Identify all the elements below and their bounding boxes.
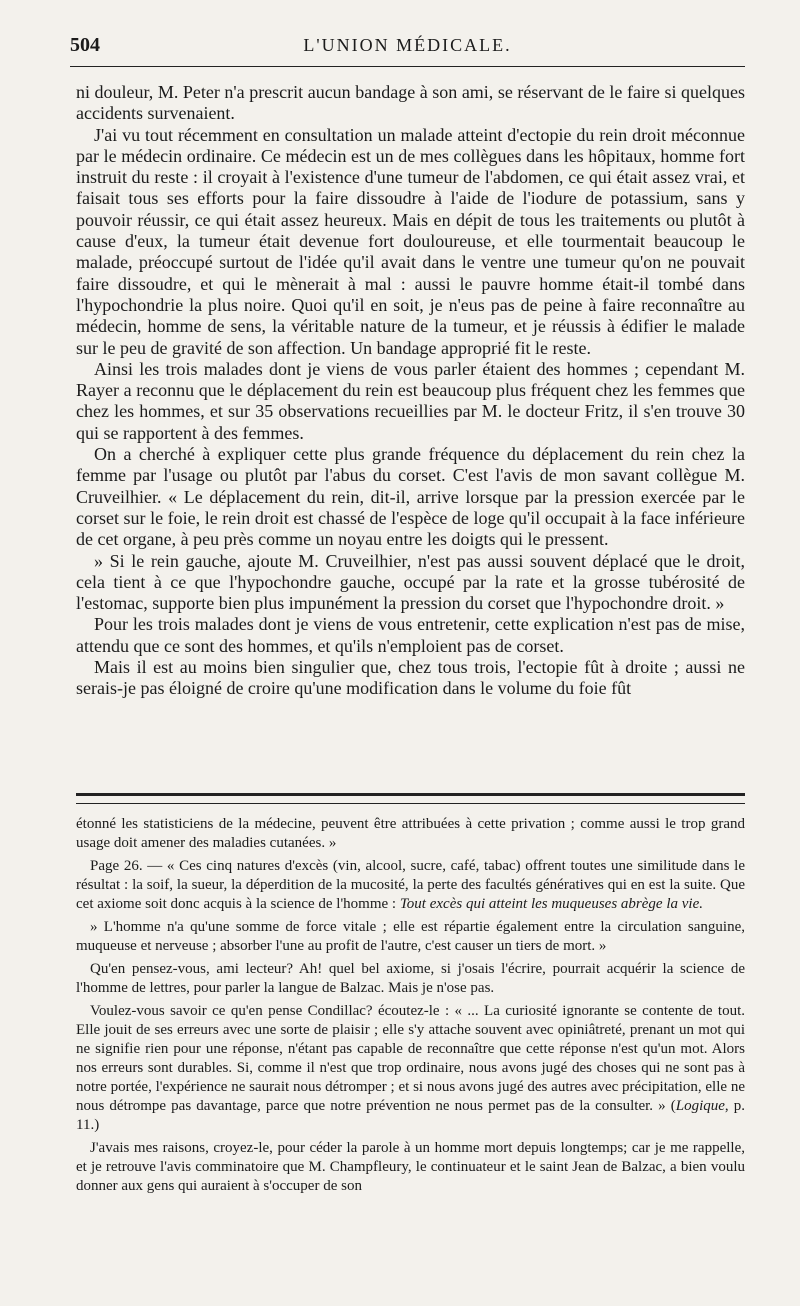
note-paragraph: » L'homme n'a qu'une somme de force vitale ; elle est répartie également entre la circulation sanguine, muqueuse et nerveuse ; absorber l'une au profit de l'autre, c'est causer un tiers de mort. »	[76, 919, 745, 954]
notes-separator	[76, 793, 745, 804]
paragraph: ni douleur, M. Peter n'a prescrit aucun bandage à son ami, se réservant de le faire si quelques accidents survenaient.	[76, 82, 745, 124]
paragraph: Pour les trois malades dont je viens de vous entretenir, cette explication n'est pas de mise, attendu que ce sont des hommes, et qu'ils n'emploient pas de corset.	[76, 614, 745, 656]
note-paragraph: Page 26. — « Ces cinq natures d'excès (vin, alcool, sucre, café, tabac) offrent toutes une similitude dans le résultat : la soif, la sueur, la déperdition de la mucosité, la perte des facultés génératives qui en est la suite. Que cet axiome soit donc acquis à la science de l'homme : Tout excès qui atteint les muqueuses abrège la vie.	[76, 858, 745, 912]
note-paragraph: étonné les statisticiens de la médecine, peuvent être attribuées à cette privation ; comme aussi le trop grand usage doit amener des maladies cutanées. »	[76, 816, 745, 851]
page-number: 504	[70, 34, 100, 56]
note-paragraph: Voulez-vous savoir ce qu'en pense Condillac? écoutez-le : « ... La curiosité ignorante se contente de tout. Elle jouit de ses erreurs avec une sorte de plaisir ; elle s'y attache souvent avec opiniâtreté, prenant un mot qui ne signifie rien pour une réponse, n'étant pas capable de reconnaître que cette réponse n'est qu'un mot. Alors nos erreurs sont durables. Si, comme il n'est que trop ordinaire, nous avons jugé des choses qui ne sont pas à notre portée, l'expérience ne saurait nous détromper ; et si nous avons jugé des autres avec précipitation, elle ne nous détrompe pas davantage, parce que notre prévention ne nous permet pas de la consulter. » (Logique, p. 11.)	[76, 1003, 746, 1133]
main-text	[76, 82, 745, 700]
paragraph: J'ai vu tout récemment en consultation un malade atteint d'ectopie du rein droit méconnue par le médecin ordinaire. Ce médecin est un de mes collègues dans les hôpitaux, homme fort instruit du reste : il croyait à l'existence d'une tumeur de l'abdomen, ce qui était assez vrai, et faisait tous ses efforts pour la faire dissoudre à l'aide de l'iodure de potassium, sans y pouvoir réussir, ce qui était assez heureux. Mais en dépit de tous les traitements ou plutôt à cause d'eux, la tumeur était devenue fort douloureuse, et elle tourmentait beaucoup le malade, préoccupé surtout de l'idée qu'il avait dans le ventre une tumeur qu'on ne pouvait faire dissoudre, et qui le mènerait à mal : aussi le pauvre homme était-il tombé dans l'hypochondrie la plus noire. Quoi qu'il en soit, je n'eus pas de peine à faire reconnaître au médecin, homme de sens, la véritable nature de la tumeur, et je réussis à édifier le malade sur le peu de gravité de son affection. Un bandage approprié fit le reste.	[76, 124, 745, 358]
running-title: L'UNION MÉDICALE.	[303, 35, 512, 55]
paragraph: On a cherché à expliquer cette plus grande fréquence du déplacement du rein chez la femme par l'usage ou plutôt par l'abus du corset. C'est l'avis de mon savant collègue M. Cruveilhier. « Le déplacement du rein, dit-il, arrive lorsque par la pression exercée par le corset sur le foie, le rein droit est chassé de l'espèce de loge qu'il occupait à la face inférieure de cet organe, à peu près comme un noyau entre les doigts qui le pressent.	[76, 444, 745, 550]
note-paragraph: Qu'en pensez-vous, ami lecteur? Ah! quel bel axiome, si j'osais l'écrire, pourrait acquérir la science de l'homme de lettres, pour parler la langue de Balzac. Mais je n'ose pas.	[76, 961, 745, 996]
italic-title: Logique	[675, 1098, 725, 1114]
feuilleton-notes	[76, 815, 745, 1200]
paragraph: » Si le rein gauche, ajoute M. Cruveilhier, n'est pas aussi souvent déplacé que le droit, cela tient à ce que l'hypochondre gauche, occupé par la rate et la grosse tubérosité de l'estomac, supporte bien plus impunément la pression du corset que l'hypochondre droit. »	[76, 550, 745, 614]
paragraph: Ainsi les trois malades dont je viens de vous parler étaient des hommes ; cependant M. Rayer a reconnu que le déplacement du rein est beaucoup plus fréquent chez les femmes que chez les hommes, et sur 35 observations recueillies par M. le docteur Fritz, il s'en trouve 30 qui se rapportent à des femmes.	[76, 358, 745, 443]
header-rule	[70, 66, 745, 67]
note-paragraph: J'avais mes raisons, croyez-le, pour céder la parole à un homme mort depuis longtemps; car je me rappelle, et je retrouve l'avis comminatoire que M. Champfleury, le continuateur et le saint Jean de Balzac, a bien voulu donner aux gens qui auraient à s'occuper de son	[76, 1140, 745, 1194]
page-header	[70, 34, 745, 64]
paragraph: Mais il est au moins bien singulier que, chez tous trois, l'ectopie fût à droite ; aussi ne serais-je pas éloigné de croire qu'une modification dans le volume du foie fût	[76, 657, 745, 699]
italic-axiom: Tout excès qui atteint les muqueuses abrège la vie.	[399, 896, 703, 912]
